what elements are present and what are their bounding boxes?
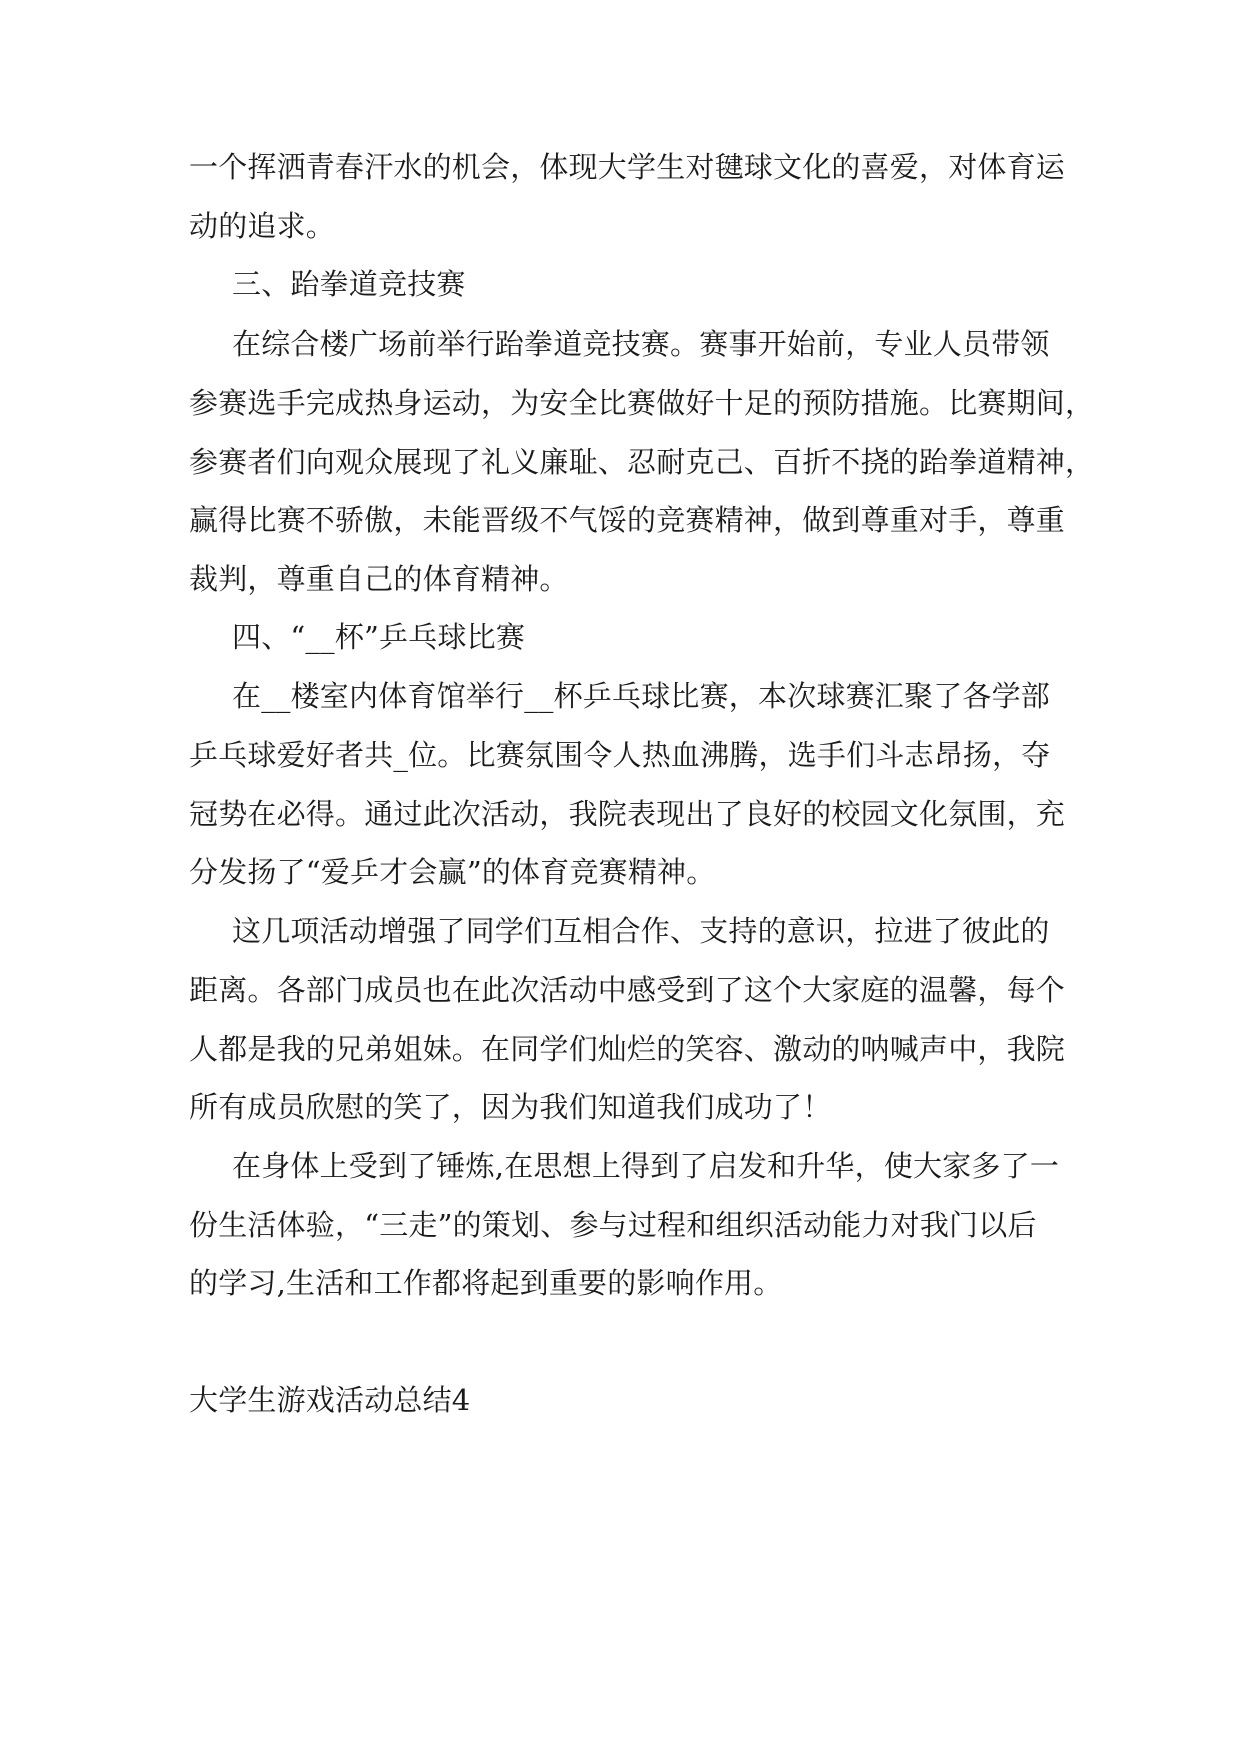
paragraph-line: 乒乓球爱好者共_位。比赛氛围令人热血沸腾，选手们斗志昂扬，夺 xyxy=(189,738,1051,772)
paragraph-line: 份生活体验，“三走”的策划、参与过程和组织活动能力对我门以后 xyxy=(189,1208,1037,1242)
paragraph-line: 赢得比赛不骄傲，未能晋级不气馁的竞赛精神，做到尊重对手，尊重 xyxy=(189,503,1066,537)
paragraph-line: 冠势在必得。通过此次活动，我院表现出了良好的校园文化氛围，充 xyxy=(189,797,1066,831)
paragraph-line: 的学习,生活和工作都将起到重要的影响作用。 xyxy=(189,1266,783,1300)
document-title: 大学生游戏活动总结4 xyxy=(189,1383,471,1417)
paragraph-line: 距离。各部门成员也在此次活动中感受到了这个大家庭的温馨，每个 xyxy=(189,973,1066,1007)
paragraph-line: 一个挥洒青春汗水的机会，体现大学生对毽球文化的喜爱，对体育运 xyxy=(189,150,1066,184)
paragraph-line: 在__楼室内体育馆举行__杯乒乓球比赛，本次球赛汇聚了各学部 xyxy=(232,679,1051,713)
paragraph-line: 裁判，尊重自己的体育精神。 xyxy=(189,562,569,596)
paragraph-line: 参赛选手完成热身运动，为安全比赛做好十足的预防措施。比赛期间， xyxy=(189,386,1095,420)
paragraph-line: 人都是我的兄弟姐妹。在同学们灿烂的笑容、激动的呐喊声中，我院 xyxy=(189,1032,1066,1066)
paragraph-line: 动的追求。 xyxy=(189,209,336,243)
paragraph-line: 分发扬了“爱乒才会赢”的体育竞赛精神。 xyxy=(189,855,716,889)
paragraph-line: 在身体上受到了锤炼,在思想上得到了启发和升华，使大家多了一 xyxy=(232,1149,1060,1183)
paragraph-line: 参赛者们向观众展现了礼义廉耻、忍耐克己、百折不挠的跆拳道精神， xyxy=(189,445,1095,479)
paragraph-line: 在综合楼广场前举行跆拳道竞技赛。赛事开始前，专业人员带领 xyxy=(232,327,1050,361)
paragraph-line: 所有成员欣慰的笑了，因为我们知道我们成功了！ xyxy=(189,1090,832,1124)
paragraph-line: 这几项活动增强了同学们互相合作、支持的意识，拉进了彼此的 xyxy=(232,914,1050,948)
section-heading: 四、“__杯”乒乓球比赛 xyxy=(232,620,526,654)
section-heading: 三、跆拳道竞技赛 xyxy=(232,267,466,301)
